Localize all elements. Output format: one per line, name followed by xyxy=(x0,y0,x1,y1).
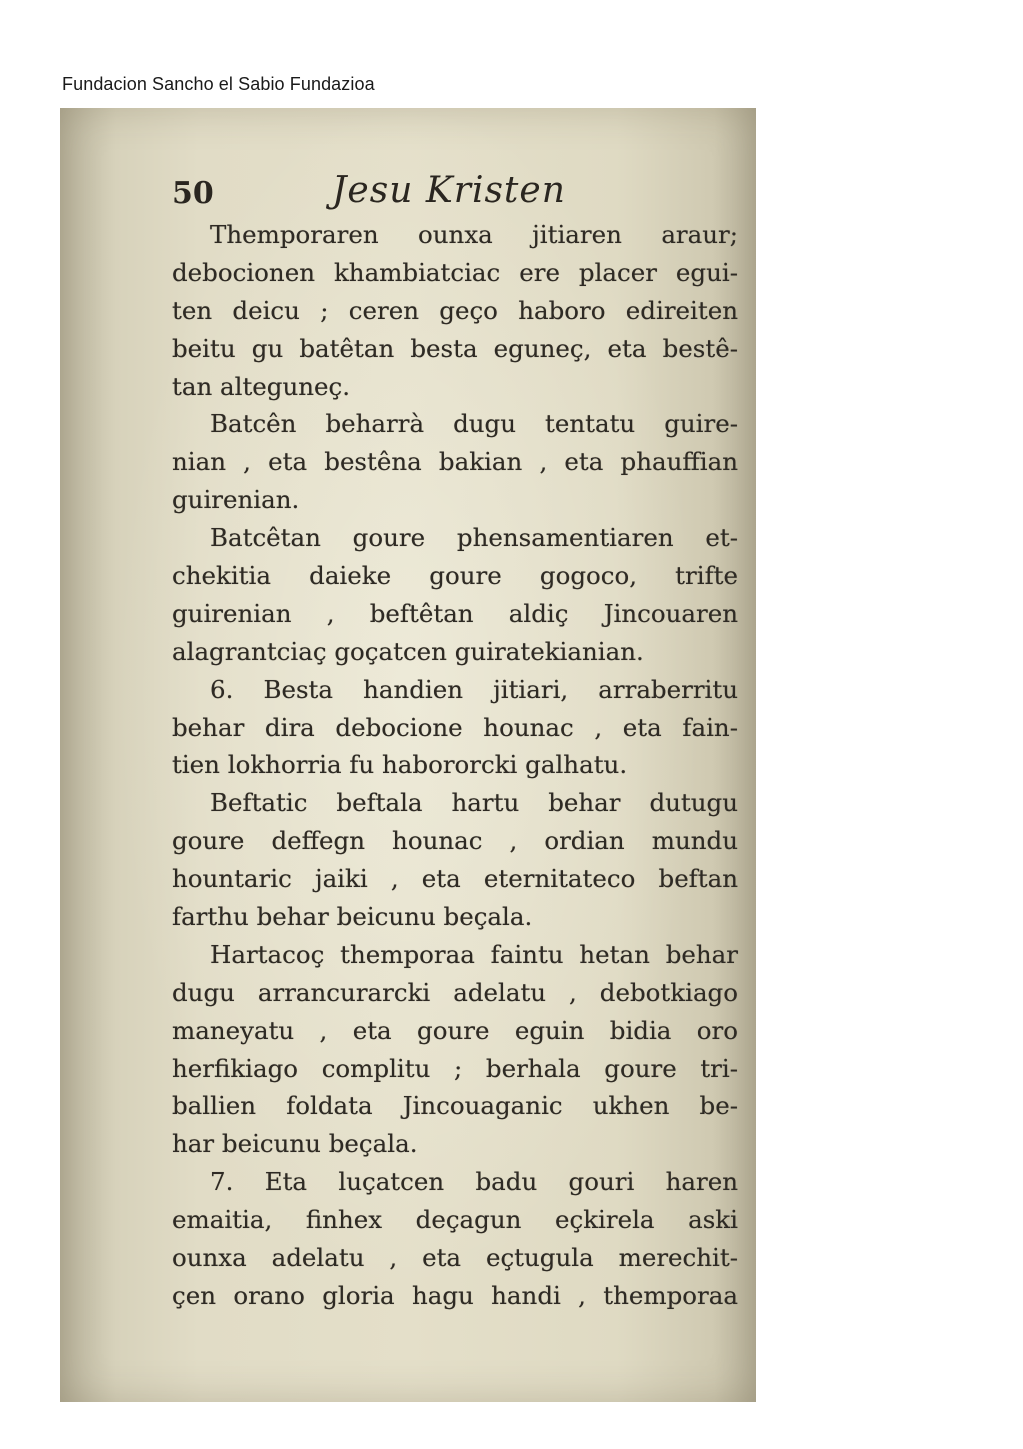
text-line: behar dira debocione hounac , eta fain- xyxy=(172,712,738,742)
body-text xyxy=(172,216,738,1315)
text-line: Themporaren ounxa jitiaren araur; xyxy=(210,220,738,249)
page-head xyxy=(172,170,732,220)
text-line: guirenian. xyxy=(172,485,300,515)
text-line: dugu arrancurarcki adelatu , debotkiago xyxy=(172,977,738,1007)
running-title: Jesu Kristen xyxy=(332,170,566,211)
text-line: ballien foldata Jincouaganic ukhen be- xyxy=(172,1091,738,1121)
text-line: çen orano gloria hagu handi , themporaa xyxy=(172,1280,738,1310)
text-line: alagrantciaç goçatcen guiratekianian. xyxy=(172,636,644,666)
text-line: herfikiago complitu ; berhala goure tri- xyxy=(172,1053,738,1083)
text-line: har beicunu beçala. xyxy=(172,1129,418,1159)
text-line: goure deffegn hounac , ordian mundu xyxy=(172,826,738,856)
text-line: 7. Eta luçatcen badu gouri haren xyxy=(210,1167,738,1197)
text-line: ten deicu ; ceren geço haboro edireiten xyxy=(172,295,738,325)
source-header: Fundacion Sancho el Sabio Fundazioa xyxy=(62,74,375,94)
text-line: tan alteguneç. xyxy=(172,371,351,401)
text-line: tien lokhorria fu habororcki galhatu. xyxy=(172,750,628,780)
text-line: hountaric jaiki , eta eternitateco beftan xyxy=(172,864,738,894)
text-line: nian , eta bestêna bakian , eta phauffian xyxy=(172,447,738,477)
text-line: 6. Besta handien jitiari, arraberritu xyxy=(210,674,738,704)
page-number: 50 xyxy=(172,176,214,211)
text-line: Hartacoç themporaa faintu hetan behar xyxy=(210,939,738,969)
text-line: maneyatu , eta goure eguin bidia oro xyxy=(172,1015,738,1045)
text-line: debocionen khambiatciac ere placer egui- xyxy=(172,257,738,287)
text-line: emaitia, finhex deçagun eçkirela aski xyxy=(172,1205,738,1235)
text-line: chekitia daieke goure gogoco, trifte xyxy=(172,561,738,591)
text-line: beitu gu batêtan besta eguneç, eta bestê- xyxy=(172,333,738,363)
text-line: guirenian , beftêtan aldiç Jincouaren xyxy=(172,598,738,628)
text-line: farthu behar beicunu beçala. xyxy=(172,902,533,932)
text-line: Batcêtan goure phensamentiaren et- xyxy=(210,523,738,553)
scanned-page xyxy=(60,108,756,1402)
text-line: ounxa adelatu , eta eçtugula merechit- xyxy=(172,1243,738,1273)
text-line: Batcên beharrà dugu tentatu guire- xyxy=(210,409,738,439)
text-line: Beftatic beftala hartu behar dutugu xyxy=(210,788,738,818)
